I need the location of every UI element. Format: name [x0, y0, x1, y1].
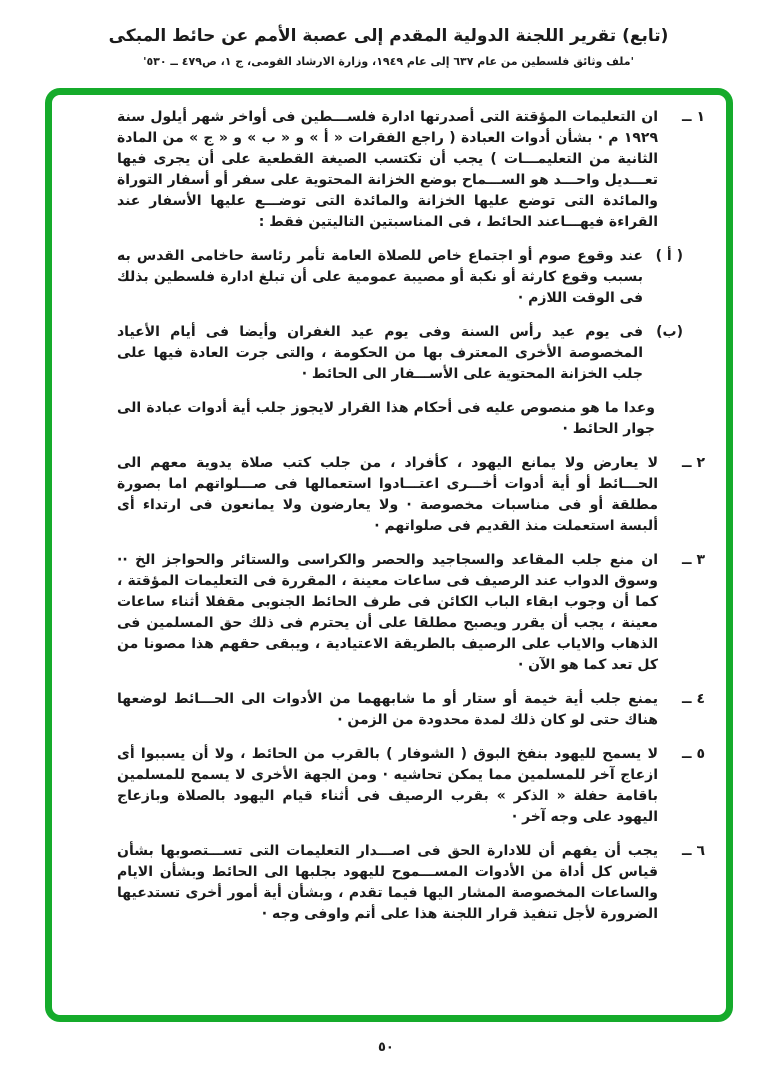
clause-1 — [117, 107, 705, 233]
page-header — [0, 26, 777, 68]
clause-4-text: يمنع جلب أية خيمة أو ستار أو ما شابههما من الأدوات الى الحـــائط لوضعها هناك حتى لو كان ذلك لمدة محدودة من الزمن · — [117, 691, 658, 728]
sub-b-marker: (ب) — [656, 324, 683, 340]
clause-4 — [117, 689, 705, 731]
clause-3-number: ٣ ــ — [682, 552, 705, 568]
clause-1-sub-b — [117, 322, 683, 385]
clause-6-number: ٦ ــ — [682, 843, 705, 859]
clause-2-number: ٢ ــ — [682, 455, 705, 471]
clause-2-text: لا يعارض ولا يمانع اليهود ، كأفراد ، من جلب كتب صلاة يدوية معهم الى الحـــائط أو أية أدوات أخـــرى اعتـــادوا استعمالها فى صـــلواتهم اما بصورة مطلقة أو فى مناسبات مخصوصة · ولا يعارضون ولا يمانعون فى ارتداء أى ألبسة استعملت منذ القديم فى صلواتهم · — [117, 455, 658, 534]
sub-b-text: فى يوم عيد رأس السنة وفى يوم عيد الغفران وأيضا فى أيام الأعياد المخصوصة الأخرى المعترف بها من الحكومة ، والتى جرت العادة فيها على جلب الخزانة المحتوية على الأســـفار الى الحائط · — [117, 324, 643, 382]
clause-3 — [117, 550, 705, 676]
source-citation: 'ملف وثائق فلسطين من عام ٦٣٧ إلى عام ١٩٤٩، وزارة الارشاد القومى، ج ١، ص٤٧٩ ــ ٥٣٠' — [143, 55, 634, 68]
clause-3-text: ان منع جلب المقاعد والسجاجيد والحصر والكراسى والستائر والحواجز الخ ·· وسوق الدواب عند الرصيف فى ساعات معينة ، المقررة فى التعليمات المؤقتة ، كما أن وجوب ابقاء الباب الكائن فى طرف الحائط الجنوبى مقفلا أثناء ساعات معينة ، يجب أن يقرر ويصبح مطلقا على أن يحترم فى ذلك حق المسلمين فى الذهاب والاياب على الرصيف بالطريقة الاعتيادية ، ويبقى حقهم هذا مصونا من كل تعد كما هو الآن · — [117, 552, 658, 673]
clause-5 — [117, 744, 705, 828]
clause-1-text: ان التعليمات المؤقتة التى أصدرتها ادارة فلســـطين فى أواخر شهر أيلول سنة ١٩٢٩ م · بشأن أدوات العبادة ( راجع الفقرات « أ » و « ب » و « ج » من المادة الثانية من التعليمـــات ) يجب أن تكتسب الصيغة القطعية على أن يجرى فيها تعـــديل واحـــد هو الســـماح بوضع الخزانة المحتوية على سفر أو أسفار التوراة والمائدة التى توضع عليها الخزانة والمائدة التى توضـــع عليها الأسفار عند القراءة فيهـــاعند الحائط ، فى المناسبتين التاليتين فقط : — [117, 109, 658, 230]
clause-1-number: ١ ــ — [682, 109, 705, 125]
clause-1-closing: وعدا ما هو منصوص عليه فى أحكام هذا القرار لايجوز جلب أية أدوات عبادة الى جوار الحائط · — [117, 400, 655, 437]
document-body — [117, 107, 705, 938]
clause-4-number: ٤ ــ — [682, 691, 705, 707]
sub-a-text: عند وقوع صوم أو اجتماع خاص للصلاة العامة تأمر رئاسة حاخامى القدس به بسبب وقوع كارثة أو نكبة أو مصيبة عمومية على أن تبلغ ادارة فلسطين بذلك فى الوقت اللازم · — [117, 248, 643, 306]
page-number: ٥٠ — [378, 1040, 394, 1055]
clause-1-sub-a — [117, 246, 683, 309]
clause-5-number: ٥ ــ — [682, 746, 705, 762]
clause-5-text: لا يسمح لليهود بنفخ البوق ( الشوفار ) بالقرب من الحائط ، ولا أن يسببوا أى ازعاج آخر للمسلمين مما يمكن تحاشيه · ومن الجهة الأخرى لا يسمح للمسلمين باقامة حفلة « الذكر » بقرب الرصيف فى أثناء قيام اليهود بالصلاة وبازعاج اليهود على وجه آخر · — [117, 746, 658, 825]
sub-a-marker: ( أ ) — [655, 248, 683, 264]
clause-6-text: يجب أن يفهم أن للادارة الحق فى اصـــدار التعليمات التى تســـتصوبها بشأن قياس كل أداة من الأدوات المســـموح لليهود بجلبها الى الحائط وبشأن الايام والساعات المخصوصة المشار اليها فيما تقدم ، وبشأن أية أمور أخرى تستدعيها الضرورة لأجل تنفيذ قرار اللجنة هذا على أتم واوفى وجه · — [117, 843, 658, 922]
page-title: (تابع) تقرير اللجنة الدولية المقدم إلى عصبة الأمم عن حائط المبكى — [108, 26, 669, 46]
clause-2 — [117, 453, 705, 537]
clause-6 — [117, 841, 705, 925]
